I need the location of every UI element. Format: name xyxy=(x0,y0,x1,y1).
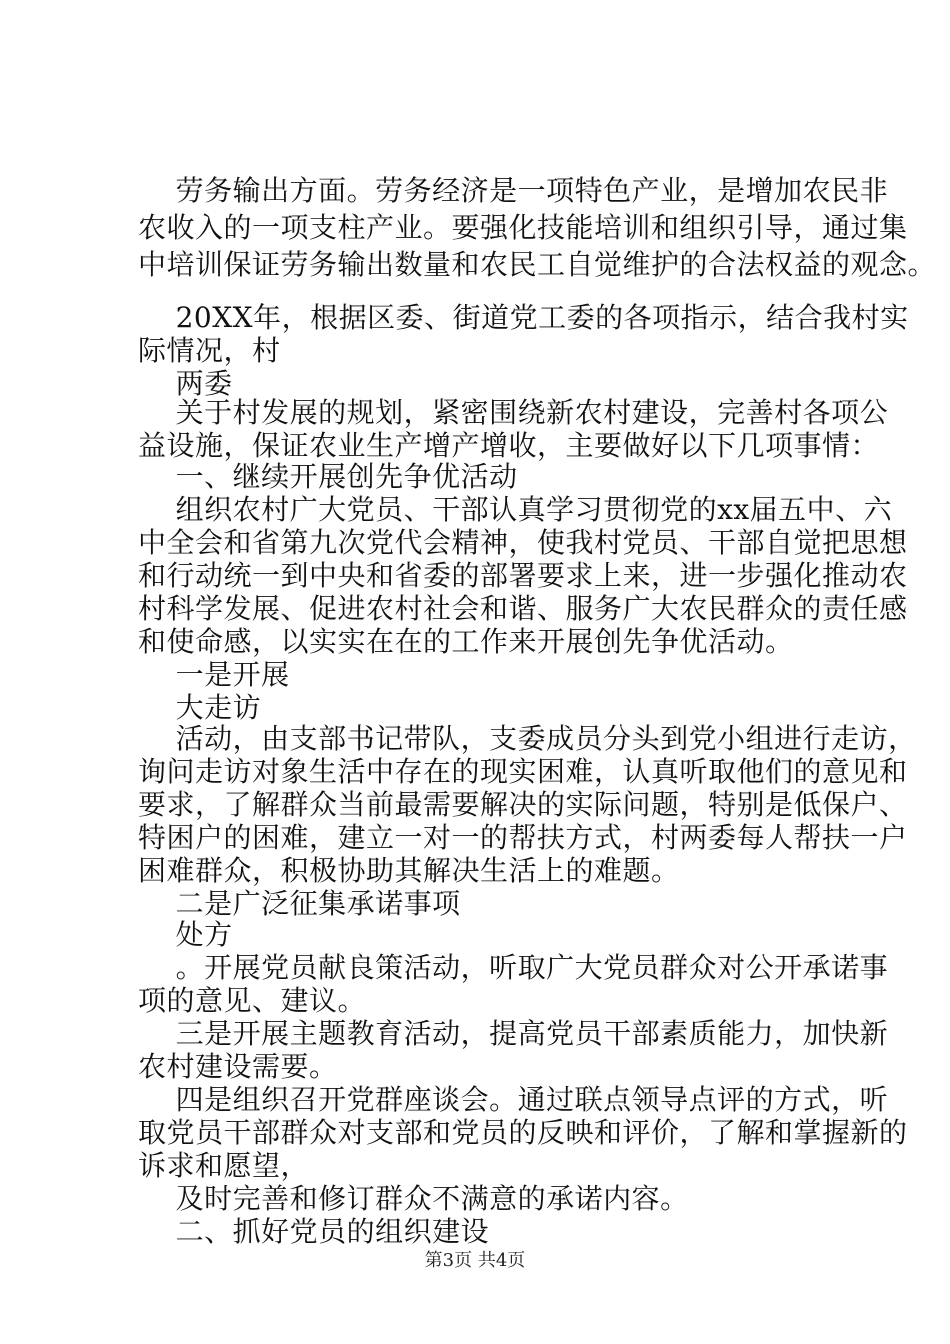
text-line: 要求，了解群众当前最需要解决的实际问题，特别是低保户、 xyxy=(138,788,908,821)
text-line: 项的意见、建议。 xyxy=(138,984,367,1017)
page-footer: 第3页 共4页 xyxy=(424,1250,526,1271)
text-line: 诉求和愿望， xyxy=(138,1149,310,1182)
text-line: 际情况，村 xyxy=(138,334,281,367)
text-line: 20XX年，根据区委、街道党工委的各项指示，结合我村实 xyxy=(138,301,909,334)
text-line: 取党员干部群众对支部和党员的反映和评价，了解和掌握新的 xyxy=(138,1116,908,1149)
text-line: 四是组织召开党群座谈会。通过联点领导点评的方式，听 xyxy=(138,1083,889,1116)
text-line: 询问走访对象生活中存在的现实困难，认真听取他们的意见和 xyxy=(138,755,908,788)
text-line: 中培训保证劳务输出数量和农民工自觉维护的合法权益的观念。 xyxy=(138,248,937,281)
text-line: 农村建设需要。 xyxy=(138,1050,338,1083)
text-line: 大走访 xyxy=(138,691,262,724)
text-line: 村科学发展、促进农村社会和谐、服务广大农民群众的责任感 xyxy=(138,592,908,625)
text-line: 和使命感，以实实在在的工作来开展创先争优活动。 xyxy=(138,625,794,658)
text-line: 益设施，保证农业生产增产增收，主要做好以下几项事情： xyxy=(138,429,880,462)
text-line: 及时完善和修订群众不满意的承诺内容。 xyxy=(138,1182,689,1215)
text-line: 二、抓好党员的组织建设 xyxy=(138,1215,490,1248)
text-line: 关于村发展的规划，紧密围绕新农村建设，完善村各项公 xyxy=(138,396,889,429)
text-line: 组织农村广大党员、干部认真学习贯彻党的xx届五中、六 xyxy=(138,493,893,526)
text-line: 处方 xyxy=(138,918,233,951)
text-line: 农收入的一项支柱产业。要强化技能培训和组织引导，通过集 xyxy=(138,211,908,244)
text-line: 活动，由支部书记带队，支委成员分头到党小组进行走访， xyxy=(138,722,917,755)
text-line: 劳务输出方面。劳务经济是一项特色产业，是增加农民非 xyxy=(138,174,889,207)
text-line: 三是开展主题教育活动，提高党员干部素质能力，加快新 xyxy=(138,1017,889,1050)
text-line: 特困户的困难，建立一对一的帮扶方式，村两委每人帮扶一户 xyxy=(138,821,908,854)
text-line: 。开展党员献良策活动，听取广大党员群众对公开承诺事 xyxy=(138,951,889,984)
text-line: 二是广泛征集承诺事项 xyxy=(138,887,461,920)
text-line: 一是开展 xyxy=(138,658,290,691)
text-line: 两委 xyxy=(138,367,233,400)
text-line: 一、继续开展创先争优活动 xyxy=(138,460,518,493)
text-line: 和行动统一到中央和省委的部署要求上来，进一步强化推动农 xyxy=(138,559,908,592)
text-line: 中全会和省第九次党代会精神，使我村党员、干部自觉把思想 xyxy=(138,526,908,559)
text-line: 困难群众，积极协助其解决生活上的难题。 xyxy=(138,854,680,887)
